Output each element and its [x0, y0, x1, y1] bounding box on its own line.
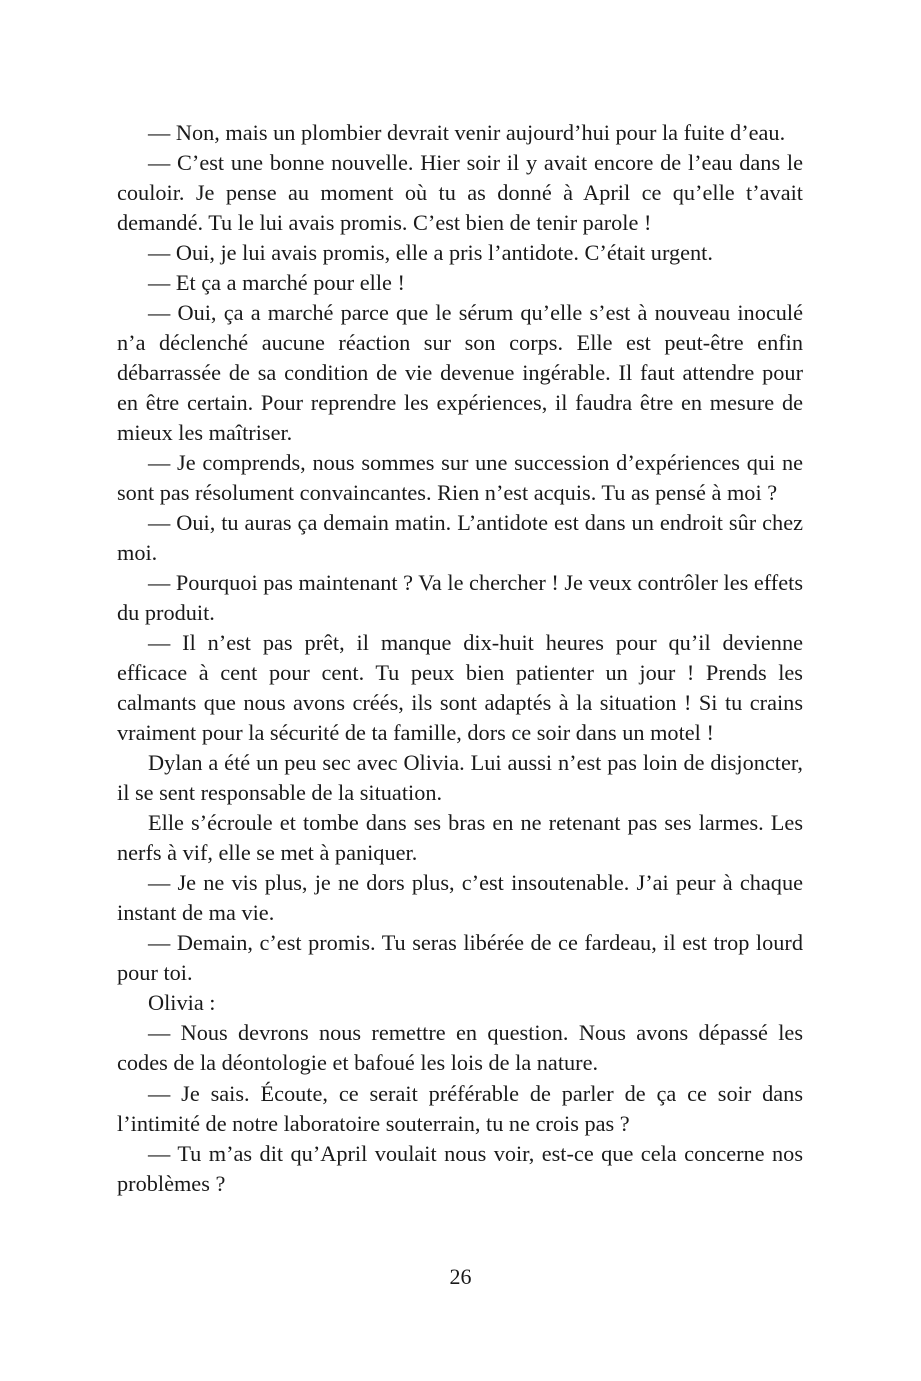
- paragraph: — Je ne vis plus, je ne dors plus, c’est insoutenable. J’ai peur à chaque instant de ma vie.: [117, 870, 803, 926]
- paragraph: — Oui, je lui avais promis, elle a pris l’antidote. C’était urgent.: [148, 240, 713, 266]
- paragraph: Elle s’écroule et tombe dans ses bras en ne retenant pas ses larmes. Les nerfs à vif, elle se met à paniquer.: [117, 810, 803, 866]
- page-body-text: [117, 118, 803, 1199]
- paragraph: — Nous devrons nous remettre en question. Nous avons dépassé les codes de la déontologie et bafoué les lois de la nature.: [117, 1020, 803, 1076]
- paragraph: — Il n’est pas prêt, il manque dix-huit heures pour qu’il devienne efficace à cent pour cent. Tu peux bien patienter un jour ! Prends les calmants que nous avons créés, ils sont adaptés à la situation ! Si tu crains vraiment pour la sécurité de ta famille, dors ce soir dans un motel !: [117, 630, 803, 746]
- paragraph: — Non, mais un plombier devrait venir aujourd’hui pour la fuite d’eau.: [148, 120, 786, 145]
- page-number: 26: [449, 1264, 472, 1289]
- paragraph: — Et ça a marché pour elle !: [148, 270, 405, 296]
- paragraph: — Pourquoi pas maintenant ? Va le chercher ! Je veux contrôler les effets du produit.: [117, 570, 803, 626]
- paragraph: — Tu m’as dit qu’April voulait nous voir, est-ce que cela concerne nos problèmes ?: [117, 1140, 803, 1196]
- paragraph: — Oui, tu auras ça demain matin. L’antidote est dans un endroit sûr chez moi.: [117, 510, 803, 566]
- paragraph: Olivia :: [148, 990, 216, 1016]
- paragraph: — Je sais. Écoute, ce serait préférable de parler de ça ce soir dans l’intimité de notre laboratoire souterrain, tu ne crois pas ?: [117, 1080, 803, 1136]
- paragraph: — Je comprends, nous sommes sur une succession d’expériences qui ne sont pas résolument convaincantes. Rien n’est acquis. Tu as pensé à moi ?: [117, 450, 803, 506]
- paragraph: Dylan a été un peu sec avec Olivia. Lui aussi n’est pas loin de disjoncter, il se sent responsable de la situation.: [117, 750, 803, 806]
- paragraph: — C’est une bonne nouvelle. Hier soir il y avait encore de l’eau dans le couloir. Je pense au moment où tu as donné à April ce qu’elle t’avait demandé. Tu le lui avais promis. C’est bien de tenir parole !: [117, 150, 803, 236]
- paragraph: — Oui, ça a marché parce que le sérum qu’elle s’est à nouveau inoculé n’a déclenché aucune réaction sur son corps. Elle est peut-être enfin débarrassée de sa condition de vie devenue ingérable. Il faut attendre pour en être certain. Pour reprendre les expériences, il faudra être en mesure de mieux les maîtriser.: [117, 300, 803, 446]
- paragraph: — Demain, c’est promis. Tu seras libérée de ce fardeau, il est trop lourd pour toi.: [117, 930, 803, 986]
